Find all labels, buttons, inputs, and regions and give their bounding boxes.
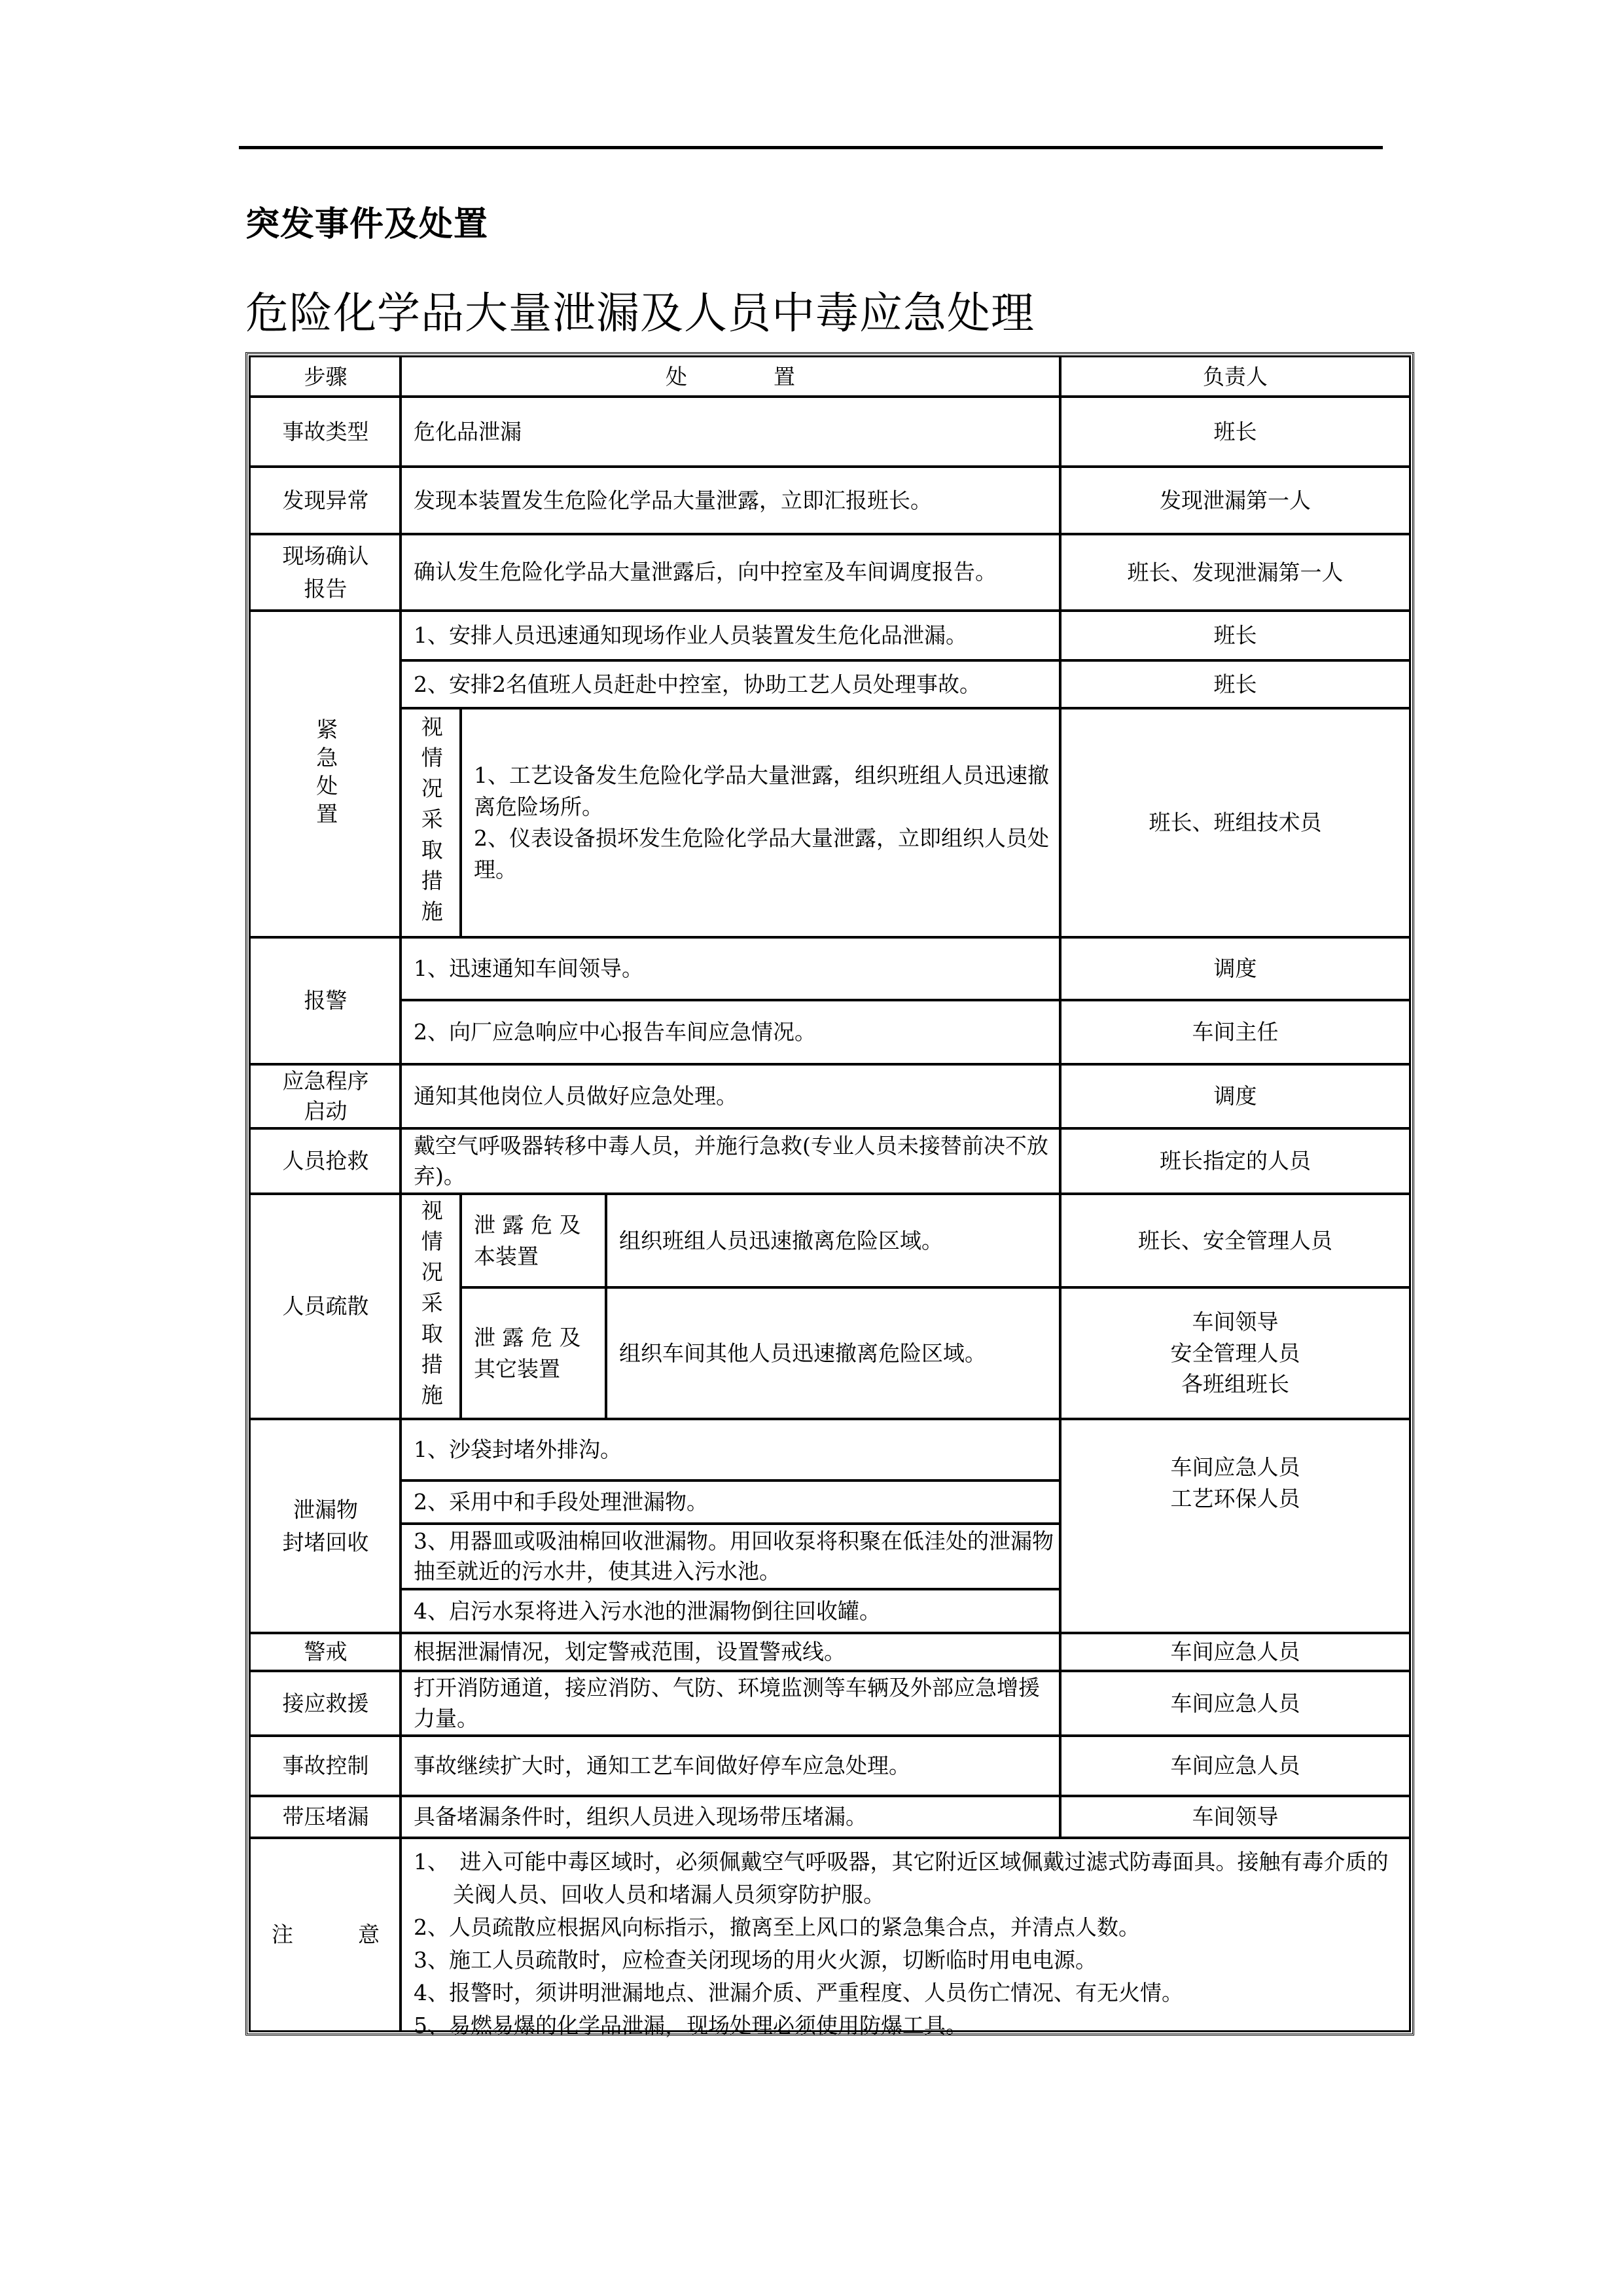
step-notes: 注 意 <box>272 1922 380 1948</box>
evacuation-conditional-label-text: 视情况采取措施 <box>418 1198 444 1414</box>
header-action: 处 置 <box>666 364 795 390</box>
header-step: 步骤 <box>304 364 348 390</box>
row-divider <box>251 1127 1409 1130</box>
step-alarm: 报警 <box>304 988 348 1014</box>
row-divider <box>251 1063 1409 1066</box>
owner-containment: 车间应急人员 工艺环保人员 <box>1170 1454 1300 1511</box>
action-support: 打开消防通道，接应消防、气防、环境监测等车辆及外部应急增援力量。 <box>414 1675 1040 1731</box>
owner-alarm-1: 调度 <box>1213 956 1257 982</box>
owner-accident-type: 班长 <box>1213 418 1257 444</box>
emergency-conditional-label-text: 视情况采取措施 <box>418 715 444 931</box>
row-divider <box>251 465 1409 468</box>
evacuation-condition-1: 泄 露 危 及 本装置 <box>474 1211 581 1269</box>
step-control: 事故控制 <box>282 1753 369 1779</box>
emergency-conditional-label <box>401 708 461 937</box>
step-containment: 泄漏物 封堵回收 <box>282 1497 369 1555</box>
row-divider <box>251 609 1409 612</box>
step-plugging: 带压堵漏 <box>282 1804 369 1830</box>
action-startup: 通知其他岗位人员做好应急处理。 <box>414 1083 738 1109</box>
subrow-divider <box>461 1286 1409 1289</box>
action-control: 事故继续扩大时，通知工艺车间做好停车应急处理。 <box>414 1753 910 1779</box>
note-item: 1、 进入可能中毒区域时，必须佩戴空气呼吸器，其它附近区域佩戴过滤式防毒面具。接触有毒介质的关阀人员、回收人员和堵漏人员须穿防护服。 <box>414 1849 1389 1907</box>
col-divider-condition <box>605 1194 607 1419</box>
action-containment-3: 3、用器皿或吸油棉回收泄漏物。用回收泵将积聚在低洼处的泄漏物抽至就近的污水井，使其进入污水池。 <box>414 1528 1054 1584</box>
col-divider-sub <box>459 708 462 937</box>
row-divider <box>251 533 1409 535</box>
evacuation-condition-2: 泄 露 危 及 其它装置 <box>474 1324 581 1382</box>
step-evacuation: 人员疏散 <box>282 1293 369 1319</box>
row-divider <box>251 1734 1409 1737</box>
action-cordon: 根据泄漏情况，划定警戒范围，设置警戒线。 <box>414 1639 846 1665</box>
action-containment-1: 1、沙袋封堵外排沟。 <box>414 1437 622 1463</box>
step-cordon: 警戒 <box>304 1639 348 1665</box>
owner-confirm: 班长、发现泄漏第一人 <box>1127 559 1344 585</box>
note-item: 2、人员疏散应根据风向标指示，撤离至上风口的紧急集合点，并清点人数。 <box>414 1914 1140 1940</box>
step-rescue: 人员抢救 <box>282 1148 369 1174</box>
owner-support: 车间应急人员 <box>1170 1690 1300 1716</box>
owner-plugging: 车间领导 <box>1192 1804 1279 1830</box>
row-divider <box>251 1418 1409 1420</box>
subrow-divider <box>401 1522 1060 1525</box>
subrow-divider <box>401 1588 1060 1590</box>
row-divider <box>251 395 1409 398</box>
owner-evacuation-2: 车间领导 安全管理人员 各班组班长 <box>1170 1308 1300 1397</box>
col-divider-sub <box>459 1194 462 1419</box>
owner-alarm-2: 车间主任 <box>1192 1019 1279 1045</box>
action-rescue: 戴空气呼吸器转移中毒人员，并施行急救(专业人员未接替前决不放弃)。 <box>414 1132 1048 1189</box>
owner-evacuation-1: 班长、安全管理人员 <box>1138 1227 1332 1253</box>
action-accident-type: 危化品泄漏 <box>414 418 522 444</box>
step-confirm: 现场确认 报告 <box>282 543 369 601</box>
step-startup: 应急程序 启动 <box>282 1067 369 1124</box>
owner-emergency-1: 班长 <box>1213 622 1257 649</box>
document-title: 危险化学品大量泄漏及人员中毒应急处理 <box>245 288 1035 338</box>
subrow-divider <box>401 999 1409 1001</box>
subrow-divider <box>401 659 1409 662</box>
owner-rescue: 班长指定的人员 <box>1160 1148 1311 1174</box>
note-item: 5、易燃易爆的化学品泄漏，现场处理必须使用防爆工具。 <box>414 2013 967 2038</box>
note-item: 3、施工人员疏散时，应检查关闭现场的用火火源，切断临时用电电源。 <box>414 1947 1097 1973</box>
row-divider <box>251 1795 1409 1797</box>
section-title: 突发事件及处置 <box>245 204 489 244</box>
col-divider-owner <box>1059 357 1061 1838</box>
action-evacuation-1: 组织班组人员迅速撤离危险区域。 <box>619 1227 943 1253</box>
action-discover: 发现本装置发生危险化学品大量泄露，立即汇报班长。 <box>414 487 932 513</box>
step-discover: 发现异常 <box>282 487 369 513</box>
row-divider <box>251 1837 1409 1839</box>
notes-content <box>401 1838 1410 2038</box>
action-emergency-conditional: 1、工艺设备发生危险化学品大量泄露，组织班组人员迅速撤离危险场所。 2、仪表设备损坏发生危险化学品大量泄露，立即组织人员处理。 <box>474 762 1049 882</box>
page-header-rule <box>239 146 1383 149</box>
emergency-procedure-table <box>245 352 1414 2036</box>
step-emergency <box>251 611 401 937</box>
action-plugging: 具备堵漏条件时，组织人员进入现场带压堵漏。 <box>414 1804 867 1830</box>
owner-cordon: 车间应急人员 <box>1170 1639 1300 1665</box>
action-emergency-2: 2、安排2名值班人员赶赴中控室，协助工艺人员处理事故。 <box>414 671 981 697</box>
step-accident-type: 事故类型 <box>282 418 369 444</box>
owner-control: 车间应急人员 <box>1170 1753 1300 1779</box>
action-evacuation-2: 组织车间其他人员迅速撤离危险区域。 <box>619 1340 986 1366</box>
notes-list <box>414 1838 1404 2042</box>
header-owner: 负责人 <box>1203 364 1268 390</box>
action-confirm: 确认发生危险化学品大量泄露后，向中控室及车间调度报告。 <box>414 559 997 585</box>
subrow-divider <box>401 1479 1060 1482</box>
owner-emergency-2: 班长 <box>1213 671 1257 697</box>
action-containment-2: 2、采用中和手段处理泄漏物。 <box>414 1489 708 1515</box>
subrow-divider <box>401 707 1409 709</box>
action-emergency-1: 1、安排人员迅速通知现场作业人员装置发生危化品泄漏。 <box>414 622 967 649</box>
row-divider <box>251 1193 1409 1195</box>
action-alarm-1: 1、迅速通知车间领导。 <box>414 956 643 982</box>
owner-startup: 调度 <box>1213 1083 1257 1109</box>
row-divider <box>251 1632 1409 1634</box>
step-emergency-label: 紧急处置 <box>313 717 339 831</box>
action-containment-4: 4、启污水泵将进入污水池的泄漏物倒往回收罐。 <box>414 1598 881 1624</box>
owner-emergency-conditional: 班长、班组技术员 <box>1149 810 1322 836</box>
action-alarm-2: 2、向厂应急响应中心报告车间应急情况。 <box>414 1019 816 1045</box>
evacuation-conditional-label <box>401 1194 461 1419</box>
row-divider <box>251 936 1409 939</box>
row-divider <box>251 1670 1409 1672</box>
owner-discover: 发现泄漏第一人 <box>1160 487 1311 513</box>
step-support: 接应救援 <box>282 1690 369 1716</box>
note-item: 4、报警时，须讲明泄漏地点、泄漏介质、严重程度、人员伤亡情况、有无火情。 <box>414 1980 1183 2005</box>
